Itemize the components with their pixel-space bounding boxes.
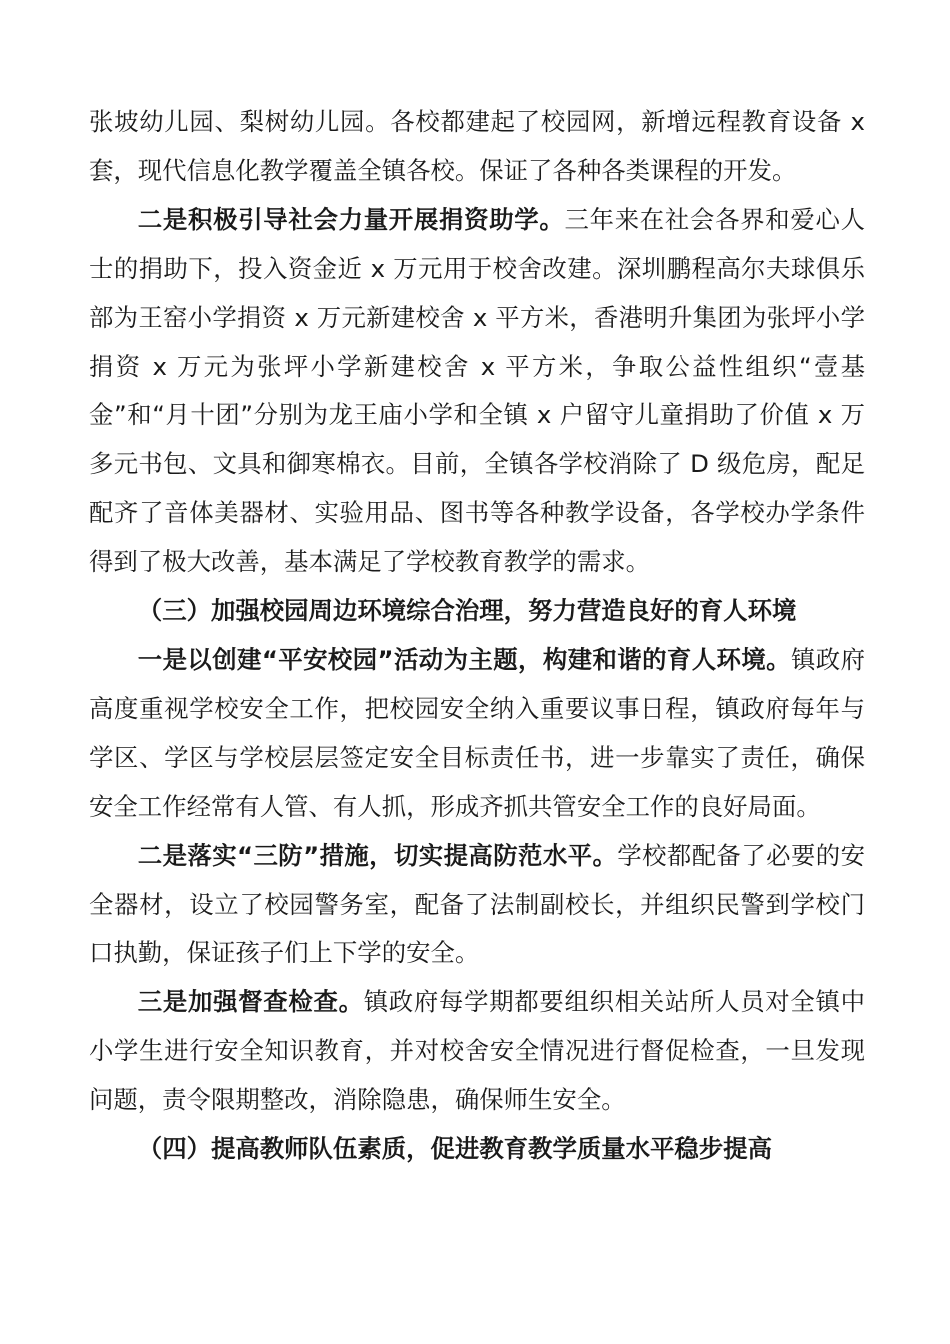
paragraph-text: 张坡幼儿园、梨树幼儿园。各校都建起了校园网，新增远程教育设备 x 套，现代信息化教学覆盖全镇各校。保证了各种各类课程的开发。 (89, 107, 865, 185)
paragraph-text: 镇政府高度重视学校安全工作，把校园安全纳入重要议事日程，镇政府每年与学区、学区与学校层层签定安全目标责任书，进一步靠实了责任，确保安全工作经常有人管、有人抓，形成齐抓共管安全工作的良好局面。 (89, 644, 865, 821)
paragraph-text: 学校都配备了必要的安全器材，设立了校园警务室，配备了法制副校长，并组织民警到学校门口执勤，保证孩子们上下学的安全。 (89, 840, 865, 968)
paragraph-inspections (89, 978, 865, 1125)
section-heading-four: （四）提高教师队伍素质，促进教育教学质量水平稳步提高 (137, 1134, 772, 1164)
paragraph-lead: 二是落实“三防”措施，切实提高防范水平。 (137, 840, 618, 870)
document-body (89, 98, 865, 1174)
paragraph-social-donations (89, 196, 865, 587)
paragraph-lead: 二是积极引导社会力量开展捐资助学。 (137, 204, 565, 234)
paragraph-lead: 三是加强督查检查。 (137, 987, 364, 1017)
paragraph-text: 镇政府每学期都要组织相关站所人员对全镇中小学生进行安全知识教育，并对校舍安全情况进行督促检查，一旦发现问题，责令限期整改，消除隐患，确保师生安全。 (89, 987, 865, 1115)
paragraph-text: 三年来在社会各界和爱心人士的捐助下，投入资金近 x 万元用于校舍改建。深圳鹏程高尔夫球俱乐部为王窑小学捐资 x 万元新建校舍 x 平方米，香港明升集团为张坪小学捐资 x 万元为张坪小学新建校舍 x 平方米，争取公益性组织“壹基金”和“月十团”分别为龙王庙小学和全镇 x 户留守儿童捐助了价值 x 万多元书包、文具和御寒棉衣。目前，全镇各学校消除了 D 级危房，配足配齐了音体美器材、实验用品、图书等各种教学设备，各学校办学条件得到了极大改善，基本满足了学校教育教学的需求。 (89, 204, 865, 577)
paragraph-three-preventions (89, 832, 865, 979)
paragraph-safe-campus (89, 636, 865, 832)
section-heading-three: （三）加强校园周边环境综合治理，努力营造良好的育人环境 (137, 596, 797, 626)
paragraph-lead: 一是以创建“平安校园”活动为主题，构建和谐的育人环境。 (137, 644, 791, 674)
paragraph-school-network (89, 98, 865, 196)
